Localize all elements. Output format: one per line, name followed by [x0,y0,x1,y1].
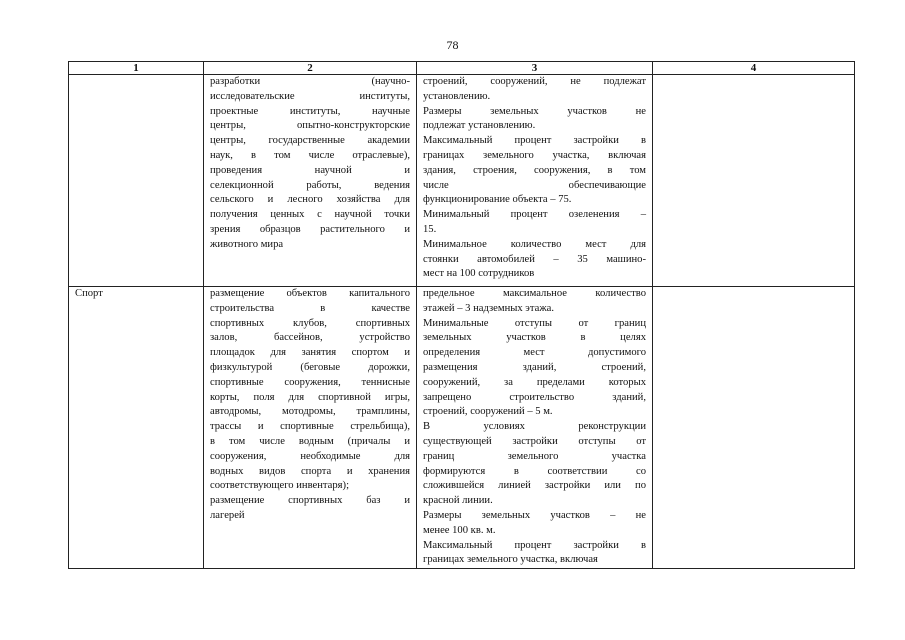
table-cell-col2 [204,75,417,287]
cell-text-line: исследовательские институты, [210,90,410,102]
cell-text-line: Максимальный процент застройки в [423,135,646,147]
cell-text-line: Минимальное количество мест для [423,238,646,250]
cell-text-line: земельных участков в целях [423,332,646,344]
table-cell-col2 [204,287,417,569]
cell-text-line: водных видов спорта и хранения [210,465,410,477]
cell-text-line: формируются в соответствии со [423,465,646,477]
cell-text-line: границ земельного участка [423,450,646,462]
table-header-row [69,62,855,75]
cell-text-line: сооружений, за пределами которых [423,376,646,388]
cell-text-line: запрещено строительство зданий, [423,391,646,403]
cell-text-line: автодромы, мотодромы, трамплины, [210,406,410,418]
cell-text-line: определения мест допустимого [423,347,646,359]
zoning-table [68,61,855,569]
cell-text-line: границах земельного участка, включая [423,149,646,161]
header-col-1: 1 [69,62,204,75]
cell-text-line: животного мира [210,238,284,250]
cell-text-line: зрения образцов растительного и [210,223,410,235]
table-row [69,75,855,287]
cell-text-line: размещение спортивных баз и [210,495,410,507]
cell-text-line: сооружения, необходимые для [210,450,410,462]
cell-text-line: существующей застройки отступы от [423,435,646,447]
cell-text-line: числе обеспечивающие [423,179,646,191]
cell-text-line: функционирование объекта – 75. [423,194,572,206]
table-cell-col3 [417,75,653,287]
cell-text-line: центры, опытно-конструкторские [210,120,410,132]
cell-text-line: спортивных клубов, спортивных [210,317,410,329]
cell-text-line: корты, поля для спортивной игры, [210,391,410,403]
cell-text-line: стоянки автомобилей – 35 машино- [423,253,646,265]
cell-text-line: трассы и спортивные стрельбища), [210,421,410,433]
cell-text-line: соответствующего инвентаря); [210,480,350,492]
cell-text-line: лагерей [210,509,245,521]
cell-text-line: мест на 100 сотрудников [423,268,535,280]
table-cell-col1 [69,287,204,569]
cell-text-line: установлению. [423,90,491,102]
cell-text-line: строений, сооружений, не подлежат [423,76,646,87]
cell-text-line: сложившейся линией застройки или по [423,480,646,492]
cell-text-line: В условиях реконструкции [423,421,646,433]
cell-text-line: площадок для занятия спортом и [210,347,410,359]
cell-text-line: предельное максимальное количество [423,288,646,299]
table-cell-col4 [653,75,855,287]
header-col-4: 4 [653,62,855,75]
cell-text-line: здания, строения, сооружения, в том [423,164,646,176]
header-col-2: 2 [204,62,417,75]
cell-text-line: красной линии. [423,495,493,507]
cell-text-line: сельского и лесного хозяйства для [210,194,410,206]
cell-text-line: Размеры земельных участков – не [423,509,646,521]
header-col-3: 3 [417,62,653,75]
cell-text-line: проведения научной и [210,164,410,176]
cell-text: Спорт [75,288,103,299]
cell-text-line: подлежат установлению. [423,120,536,132]
table-cell-col3 [417,287,653,569]
cell-text-line: 15. [423,223,437,235]
table-cell-col1 [69,75,204,287]
cell-text-line: Размеры земельных участков не [423,105,646,117]
cell-text-line: спортивные сооружения, теннисные [210,376,410,388]
cell-text-line: в том числе водным (причалы и [210,435,410,447]
table-cell-col4 [653,287,855,569]
cell-text-line: размещение объектов капитального [210,288,410,299]
cell-text-line: селекционной работы, ведения [210,179,410,191]
cell-text-line: Минимальные отступы от границ [423,317,646,329]
cell-text-line: залов, бассейнов, устройство [210,332,410,344]
cell-text-line: разработки (научно- [210,76,410,87]
cell-text-line: размещения зданий, строений, [423,361,646,373]
cell-text-line: Максимальный процент застройки в [423,539,646,551]
cell-text-line: строительства в качестве [210,302,410,314]
cell-text-line: наук, в том числе отраслевые), [210,149,410,161]
cell-text-line: физкультурой (беговые дорожки, [210,361,410,373]
cell-text-line: проектные институты, научные [210,105,410,117]
cell-text-line: менее 100 кв. м. [423,524,496,536]
cell-text-line: строений, сооружений – 5 м. [423,406,553,418]
table-row [69,287,855,569]
page-number: 78 [446,38,459,52]
cell-text-line: границах земельного участка, включая [423,554,598,566]
cell-text-line: этажей – 3 надземных этажа. [423,302,554,314]
cell-text-line: Минимальный процент озеленения – [423,209,646,221]
cell-text-line: получения ценных с научной точки [210,209,410,221]
cell-text-line: центры, государственные академии [210,135,410,147]
